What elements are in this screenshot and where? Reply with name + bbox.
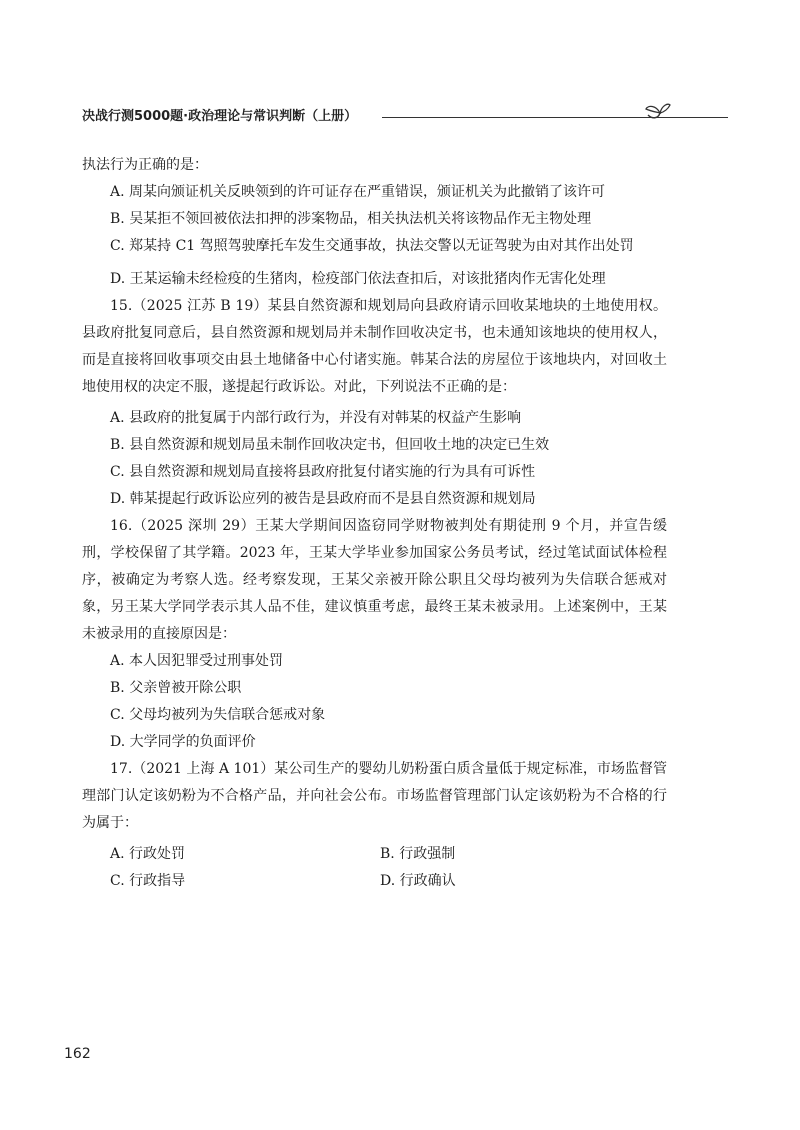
running-header (82, 101, 682, 133)
q15-option-c: C. 县自然资源和规划局直接将县政府批复付诸实施的行为具有可诉性 (110, 464, 536, 480)
q14-option-d: D. 王某运输未经检疫的生猪肉，检疫部门依法查扣后，对该批猪肉作无害化处理 (110, 271, 606, 287)
question-15-stem: 15.（2025 江苏 B 19）某县自然资源和规划局向县政府请示回收某地块的土地使用权。县政府批复同意后，县自然资源和规划局并未制作回收决定书，也未通知该地块的使用权人，而是直接将回收事项交由县土地储备中心付诸实施。韩某合法的房屋位于该地块内，对回收土地使用权的决定不服，遂提起行政诉讼。对此，下列说法不正确的是： (82, 298, 667, 395)
question-17-stem: 17.（2021 上海 A 101）某公司生产的婴幼儿奶粉蛋白质含量低于规定标准，市场监督管理部门认定该奶粉为不合格产品，并向社会公布。市场监督管理部门认定该奶粉为不合格的行为属于： (82, 761, 667, 831)
question-14-stem-tail: 执法行为正确的是： (82, 157, 208, 173)
q17-options (82, 841, 667, 895)
book-title: 决战行测5000题·政治理论与常识判断（上册） (82, 109, 358, 124)
q17-option-a: A. 行政处罚 (110, 846, 186, 862)
q16-option-a: A. 本人因犯罪受过刑事处罚 (110, 653, 284, 669)
sprout-icon (642, 97, 672, 127)
q14-option-a: A. 周某向颁证机关反映领到的许可证存在严重错误，颁证机关为此撤销了该许可 (110, 184, 606, 200)
q17-option-c: C. 行政指导 (110, 873, 186, 889)
question-16-stem: 16.（2025 深圳 29）王某大学期间因盗窃同学财物被判处有期徒刑 9 个月，并宣告缓刑，学校保留了其学籍。2023 年，王某大学毕业参加国家公务员考试，经过笔试面试体检程序，被确定为考察人选。经考察发现，王某父亲被开除公职且父母均被列为失信联合惩戒对象，另王某大学同学表示其人品不佳，建议慎重考虑，最终王某未被录用。上述案例中，王某未被录用的直接原因是： (82, 518, 667, 642)
q17-option-d: D. 行政确认 (380, 873, 456, 889)
page-body (82, 152, 667, 895)
q14-option-c: C. 郑某持 C1 驾照驾驶摩托车发生交通事故，执法交警以无证驾驶为由对其作出处罚 (110, 238, 634, 254)
q16-option-c: C. 父母均被列为失信联合惩戒对象 (110, 707, 326, 723)
q16-option-b: B. 父亲曾被开除公职 (110, 680, 242, 696)
q15-option-b: B. 县自然资源和规划局虽未制作回收决定书，但回收土地的决定已生效 (110, 437, 550, 453)
q17-option-b: B. 行政强制 (380, 846, 456, 862)
page-number: 162 (64, 1046, 91, 1062)
q15-option-a: A. 县政府的批复属于内部行政行为，并没有对韩某的权益产生影响 (110, 410, 522, 426)
q15-option-d: D. 韩某提起行政诉讼应列的被告是县政府而不是县自然资源和规划局 (110, 491, 536, 507)
header-rule (382, 117, 728, 118)
q16-option-d: D. 大学同学的负面评价 (110, 734, 256, 750)
q14-option-b: B. 吴某拒不领回被依法扣押的涉案物品，相关执法机关将该物品作无主物处理 (110, 211, 592, 227)
